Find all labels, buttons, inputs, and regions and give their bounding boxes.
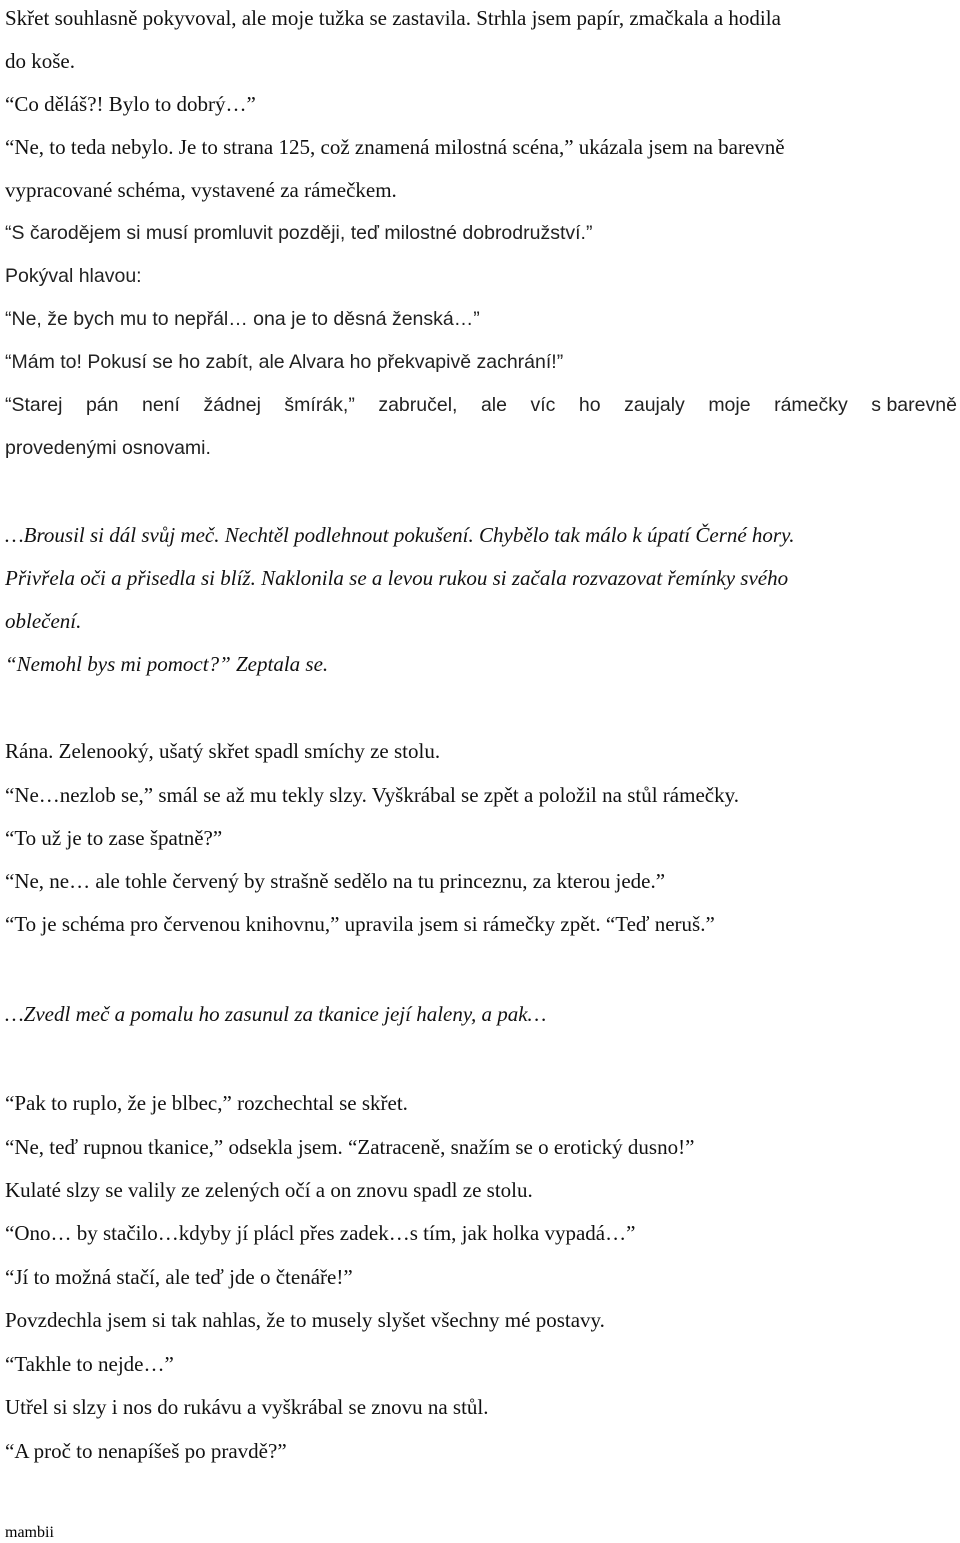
text-line: “Ne, teď rupnou tkanice,” odsekla jsem. “Zatraceně, snažím se o erotický dusno!” (5, 1135, 695, 1159)
word: pán (85, 394, 119, 416)
text-line: “Pak to ruplo, že je blbec,” rozchechtal se skřet. (5, 1091, 408, 1115)
text-line: Přivřela oči a přisedla si blíž. Naklonila se a levou rukou si začala rozvazovat řemínky svého (5, 566, 789, 590)
word: šmírák,” (284, 394, 355, 416)
word: s barevně (871, 394, 957, 416)
word: není (141, 394, 180, 416)
text-line: …Brousil si dál svůj meč. Nechtěl podlehnout pokušení. Chybělo tak málo k úpatí Černé hory. (5, 523, 795, 547)
text-line: “Ne…nezlob se,” smál se až mu tekly slzy. Vyškrábal se zpět a položil na stůl rámečky. (5, 783, 739, 807)
text-line: Povzdechla jsem si tak nahlas, že to musely slyšet všechny mé postavy. (5, 1308, 605, 1332)
word: víc (530, 394, 556, 416)
word: ale (480, 394, 507, 416)
text-line: Kulaté slzy se valily ze zelených očí a on znovu spadl ze stolu. (5, 1178, 533, 1202)
text-line: “Mám to! Pokusí se ho zabít, ale Alvara ho překvapivě zachrání!” (5, 351, 564, 373)
text-line: “S čarodějem si musí promluvit později, teď milostné dobrodružství.” (5, 222, 593, 244)
text-line: provedenými osnovami. (5, 437, 211, 459)
text-line: “Ono… by stačilo…kdyby jí plácl přes zadek…s tím, jak holka vypadá…” (5, 1221, 636, 1245)
text-line: …Zvedl meč a pomalu ho zasunul za tkanice její haleny, a pak… (5, 1002, 547, 1026)
text-line: “To je schéma pro červenou knihovnu,” upravila jsem si rámečky zpět. “Teď neruš.” (5, 912, 715, 936)
text-line: “To už je to zase špatně?” (5, 826, 223, 850)
text-line: Rána. Zelenooký, ušatý skřet spadl smíchy ze stolu. (5, 739, 441, 763)
text-line: “Co děláš?! Bylo to dobrý…” (5, 92, 256, 116)
justified-text-line (5, 392, 957, 418)
text-line: “Ne, to teda nebylo. Je to strana 125, což znamená milostná scéna,” ukázala jsem na barevně (5, 135, 785, 159)
text-line: “A proč to nenapíšeš po pravdě?” (5, 1439, 287, 1463)
word: zaujaly (624, 394, 685, 416)
word: moje (708, 394, 751, 416)
text-line: do koše. (5, 49, 75, 73)
word: rámečky (774, 394, 848, 416)
word: žádnej (203, 394, 261, 416)
text-line: “Takhle to nejde…” (5, 1352, 174, 1376)
word: “Starej (5, 394, 63, 416)
text-line: Skřet souhlasně pokyvoval, ale moje tužka se zastavila. Strhla jsem papír, zmačkala a hodila (5, 6, 781, 30)
text-line: “Ne, že bych mu to nepřál… ona je to děsná ženská…” (5, 308, 480, 330)
text-line: oblečení. (5, 609, 82, 633)
word: ho (578, 394, 601, 416)
footer-author: mambii (5, 1524, 54, 1541)
word: zabručel, (378, 394, 458, 416)
text-line: “Nemohl bys mi pomoct?” Zeptala se. (5, 652, 329, 676)
text-line: “Jí to možná stačí, ale teď jde o čtenáře!” (5, 1265, 353, 1289)
text-line: “Ne, ne… ale tohle červený by strašně sedělo na tu princeznu, za kterou jede.” (5, 869, 666, 893)
text-line: vypracované schéma, vystavené za rámečkem. (5, 178, 397, 202)
text-line: Utřel si slzy i nos do rukávu a vyškrábal se znovu na stůl. (5, 1395, 489, 1419)
text-line: Pokýval hlavou: (5, 265, 142, 287)
